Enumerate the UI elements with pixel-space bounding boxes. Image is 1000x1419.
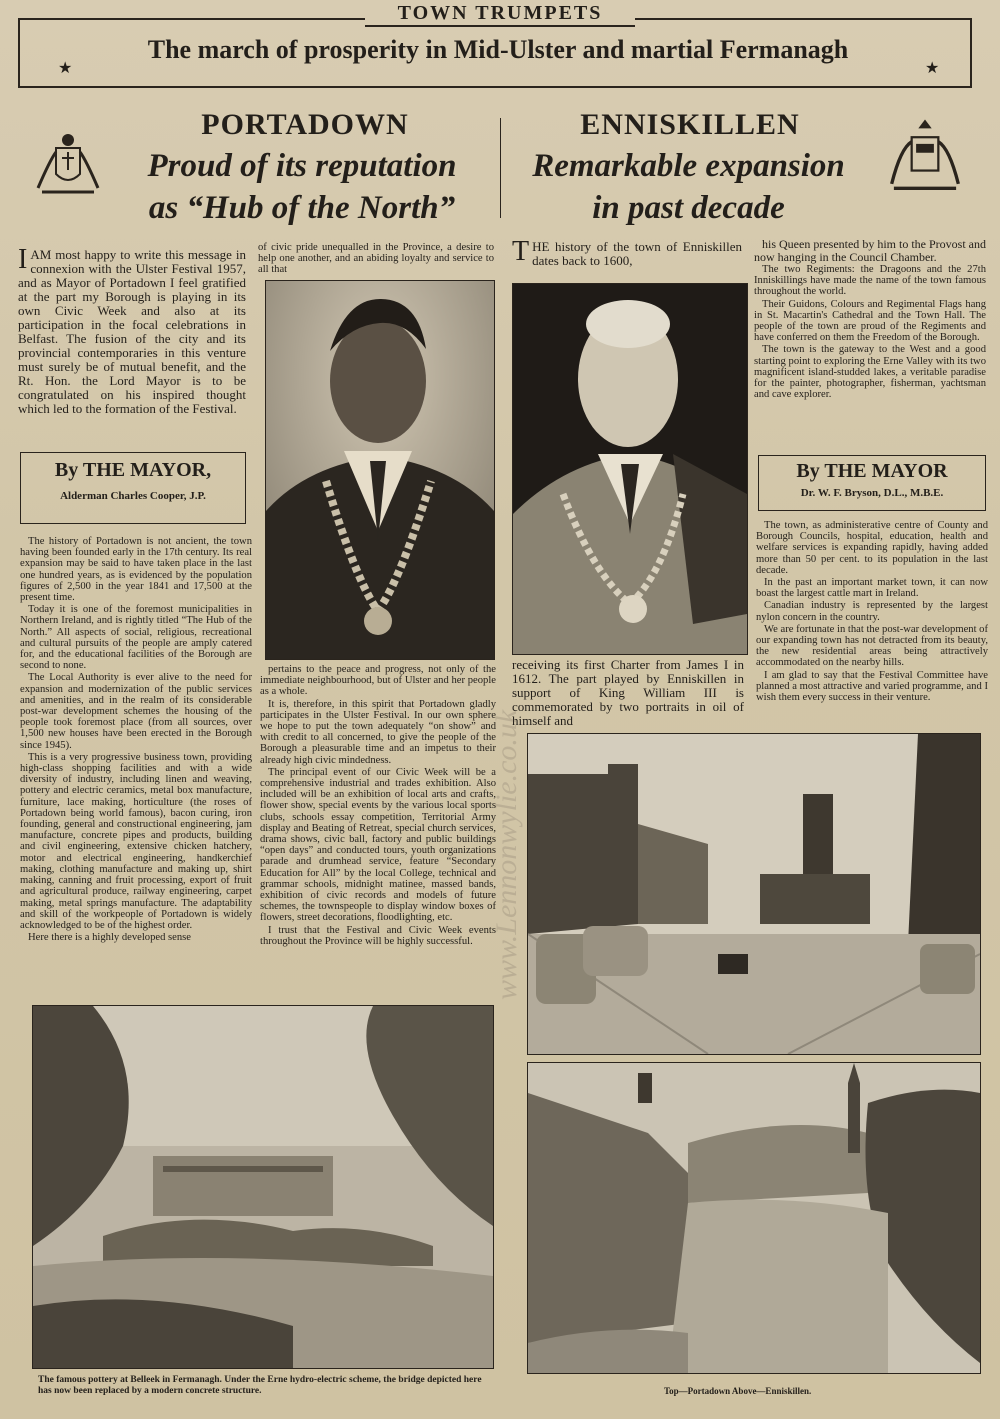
portadown-col2-p3: The principal event of our Civic Week will be a comprehensive industrial and trades exhibition. Also included will be an exhibition of local arts and crafts, flower show, special events by the various local sports clubs, schools essay competition, Territorial Army display and Beating of Retreat, special church services, drama shows, civic ball, factory and public buildings “open days” and conducted tours, youth organizations parade and drumhead service, feature “Secondary Education for All” by the local College, technical and grammar schools, midnight matinee, massed bands, exhibition of civic records and models of future schemes, the townspeople to display window boxes of flowers, street decorations, floodlighting, etc. xyxy=(260,766,496,924)
star-left: ★ xyxy=(58,60,73,77)
enniskillen-subhead-2: in past decade xyxy=(592,190,785,226)
portadown-byline: By THE MAYOR, xyxy=(54,459,212,481)
portadown-byline-box xyxy=(20,452,246,524)
enniskillen-col-p1: his Queen presented by him to the Provost and now hanging in the Council Chamber. xyxy=(754,237,986,264)
enniskillen-river-photo xyxy=(527,1062,981,1374)
enniskillen-col-p4: The town is the gateway to the West and a good starting point to exploring the Erne Valley with its two magnificent island-studded lakes, a veritable paradise for the painter, photographer, fisherman, yachtsman and cave explorer. xyxy=(754,344,986,401)
enniskillen-lead-text: HE history of the town of Enniskillen dates back to 1600, xyxy=(532,239,742,268)
enniskillen-col-p2: The two Regiments: the Dragoons and the 27th Inniskillings have made the name of the town famous throughout the world. xyxy=(754,264,986,298)
photos-caption: Top—Portadown Above—Enniskillen. xyxy=(664,1386,812,1396)
enniskillen-colb-p1: The town, as administerative centre of County and Borough Councils, hospital, education, health and welfare services is expanding rapidly, having added more than 50 per cent. to its population in the last decade. xyxy=(756,520,988,576)
belleek-pottery-photo xyxy=(32,1005,494,1369)
portadown-col2-p4: I trust that the Festival and Civic Week events throughout the Province will be highly successful. xyxy=(260,924,496,947)
portadown-lead-paragraph xyxy=(18,244,246,416)
section-kicker: TOWN TRUMPETS xyxy=(365,2,635,27)
portadown-col1-p4: This is a very progressive business town, providing high-class shopping facilities and with a wide diversity of industry, including linen and weaving, pottery and electric ceramics, metal box manufacture, furniture, lace making, horticulture (the roses of Portadown being world famous), bacon curing, iron founding, general and constructional engineering, jam manufacture, concrete pipes and products, building and civil engineering, extensive chicken hatchery, motor and electrical engineering, handkerchief making, clothing manufacture and making up, shirt making, canning and fruit processing, export of fruit and agricultural produce, railway engineering, carpet making, metal springs manufacture. The adaptability and skill of the workpeople of Portadown is widely acknowledged to be of the highest order. xyxy=(20,751,252,931)
portadown-col1-p1: The history of Portadown is not ancient, the town having been founded early in the 17th century. Its real expansion may be said to have taken place in the last one hundred years, as is evidenced by the population figures of 2,500 in the year 1841 and 17,500 at the present time. xyxy=(20,536,252,604)
portadown-dropcap: I xyxy=(18,244,28,275)
enniskillen-byline-sub: Dr. W. F. Bryson, D.L., M.B.E. xyxy=(800,487,944,499)
enniskillen-col-p3: Their Guidons, Colours and Regimental Flags hang in St. Macartin's Cathedral and the Town Hall. The people of the town are proud of the Regiments and have conferred on them the Freedom of the Borough. xyxy=(754,298,986,344)
main-headline: The march of prosperity in Mid-Ulster and martial Fermanagh xyxy=(147,35,849,64)
enniskillen-subhead-1: Remarkable expansion xyxy=(532,148,845,184)
enniskillen-colb-p3: Canadian industry is represented by the largest nylon concern in the country. xyxy=(756,600,988,623)
portadown-col1-p5: Here there is a highly developed sense xyxy=(28,932,191,944)
enniskillen-mayor-photo xyxy=(512,283,748,655)
enniskillen-lead-top xyxy=(512,236,742,268)
enniskillen-column-top xyxy=(754,238,986,401)
column-divider xyxy=(500,118,501,218)
portadown-mayor-photo xyxy=(265,280,495,660)
portadown-title: PORTADOWN xyxy=(201,108,409,141)
portadown-crest-icon xyxy=(32,130,104,202)
enniskillen-colb-p4: We are fortunate in that the post-war development of our expanding town has not detracted from its beauty, the new residential areas being attractively accommodated on the nearby hills. xyxy=(756,623,988,669)
belleek-caption: The famous pottery at Belleek in Fermanagh. Under the Erne hydro-electric scheme, the bridge depicted here has now been replaced by a modern concrete structure. xyxy=(38,1375,482,1396)
enniskillen-lead-bottom: receiving its first Charter from James I in 1612. The part played by Enniskillen in support of King William III is commemorated by two portraits in oil of himself and xyxy=(512,657,744,728)
portadown-col1-p3: The Local Authority is ever alive to the need for expansion and modernization of the public services and amenities, and in the realm of its considerable post-war development schemes the housing of the people took foremost place (from all sources, over 1,500 new houses have been erected in the Borough since 1945). xyxy=(20,672,252,751)
enniskillen-colb-p5: I am glad to say that the Festival Committee have planned a most attractive and varied programme, and I wish them every success in their venture. xyxy=(756,669,988,704)
enniskillen-dropcap: T xyxy=(512,236,530,267)
portadown-byline-sub: Alderman Charles Cooper, J.P. xyxy=(60,490,206,502)
enniskillen-crest-icon xyxy=(880,115,970,195)
enniskillen-column-bottom xyxy=(756,520,988,704)
portadown-lead-text: AM most happy to write this message in connexion with the Ulster Festival 1957, and as Mayor of Portadown I feel gratified at the part my Borough is playing in its own Civic Week and also at its participation in the focal celebrations in Belfast. The fusion of the city and its provincial contemporaries in this venture must surely be of mutual benefit, and the Rt. Hon. the Lord Mayor is to be congratulated on his inspired thought which led to the formation of the Festival. xyxy=(18,247,246,416)
watermark-text: www.Lennonwylie.co.uk xyxy=(490,709,523,1000)
portadown-col1-p2: Today it is one of the foremost municipalities in Northern Ireland, and is rightly titled “The Hub of the North.” All aspects of social, religious, recreational and cultural pursuits of the people are amply catered for, and the educational facilities of the Borough are second to none. xyxy=(20,604,252,672)
portadown-col2-p2: It is, therefore, in this spirit that Portadown gladly participates in the Ulster Festival. In our own sphere we hope to put the town adequately “on show” and with credit to all concerned, to give the people of the Borough a pleasurable time and an impetus to their already high civic mindedness. xyxy=(260,698,496,766)
portadown-col2-p1: pertains to the peace and progress, not only of the immediate neighbourhood, but of Ulster and her people as a whole. xyxy=(260,664,496,698)
portadown-column-2 xyxy=(260,664,496,1004)
enniskillen-byline: By THE MAYOR xyxy=(796,460,948,482)
portadown-subhead-2: as “Hub of the North” xyxy=(148,190,456,226)
portadown-col2-top: of civic pride unequalled in the Province, a desire to help one another, and an abiding loyalty and service to all that xyxy=(258,242,494,276)
portadown-street-photo xyxy=(527,733,981,1055)
enniskillen-colb-p2: In the past an important market town, it can now boast the largest cattle mart in Ireland. xyxy=(756,577,988,600)
enniskillen-title: ENNISKILLEN xyxy=(580,108,800,141)
star-right: ★ xyxy=(925,60,940,77)
enniskillen-byline-box xyxy=(758,455,986,511)
portadown-column-1 xyxy=(20,536,252,1006)
portadown-subhead-1: Proud of its reputation xyxy=(147,148,457,184)
